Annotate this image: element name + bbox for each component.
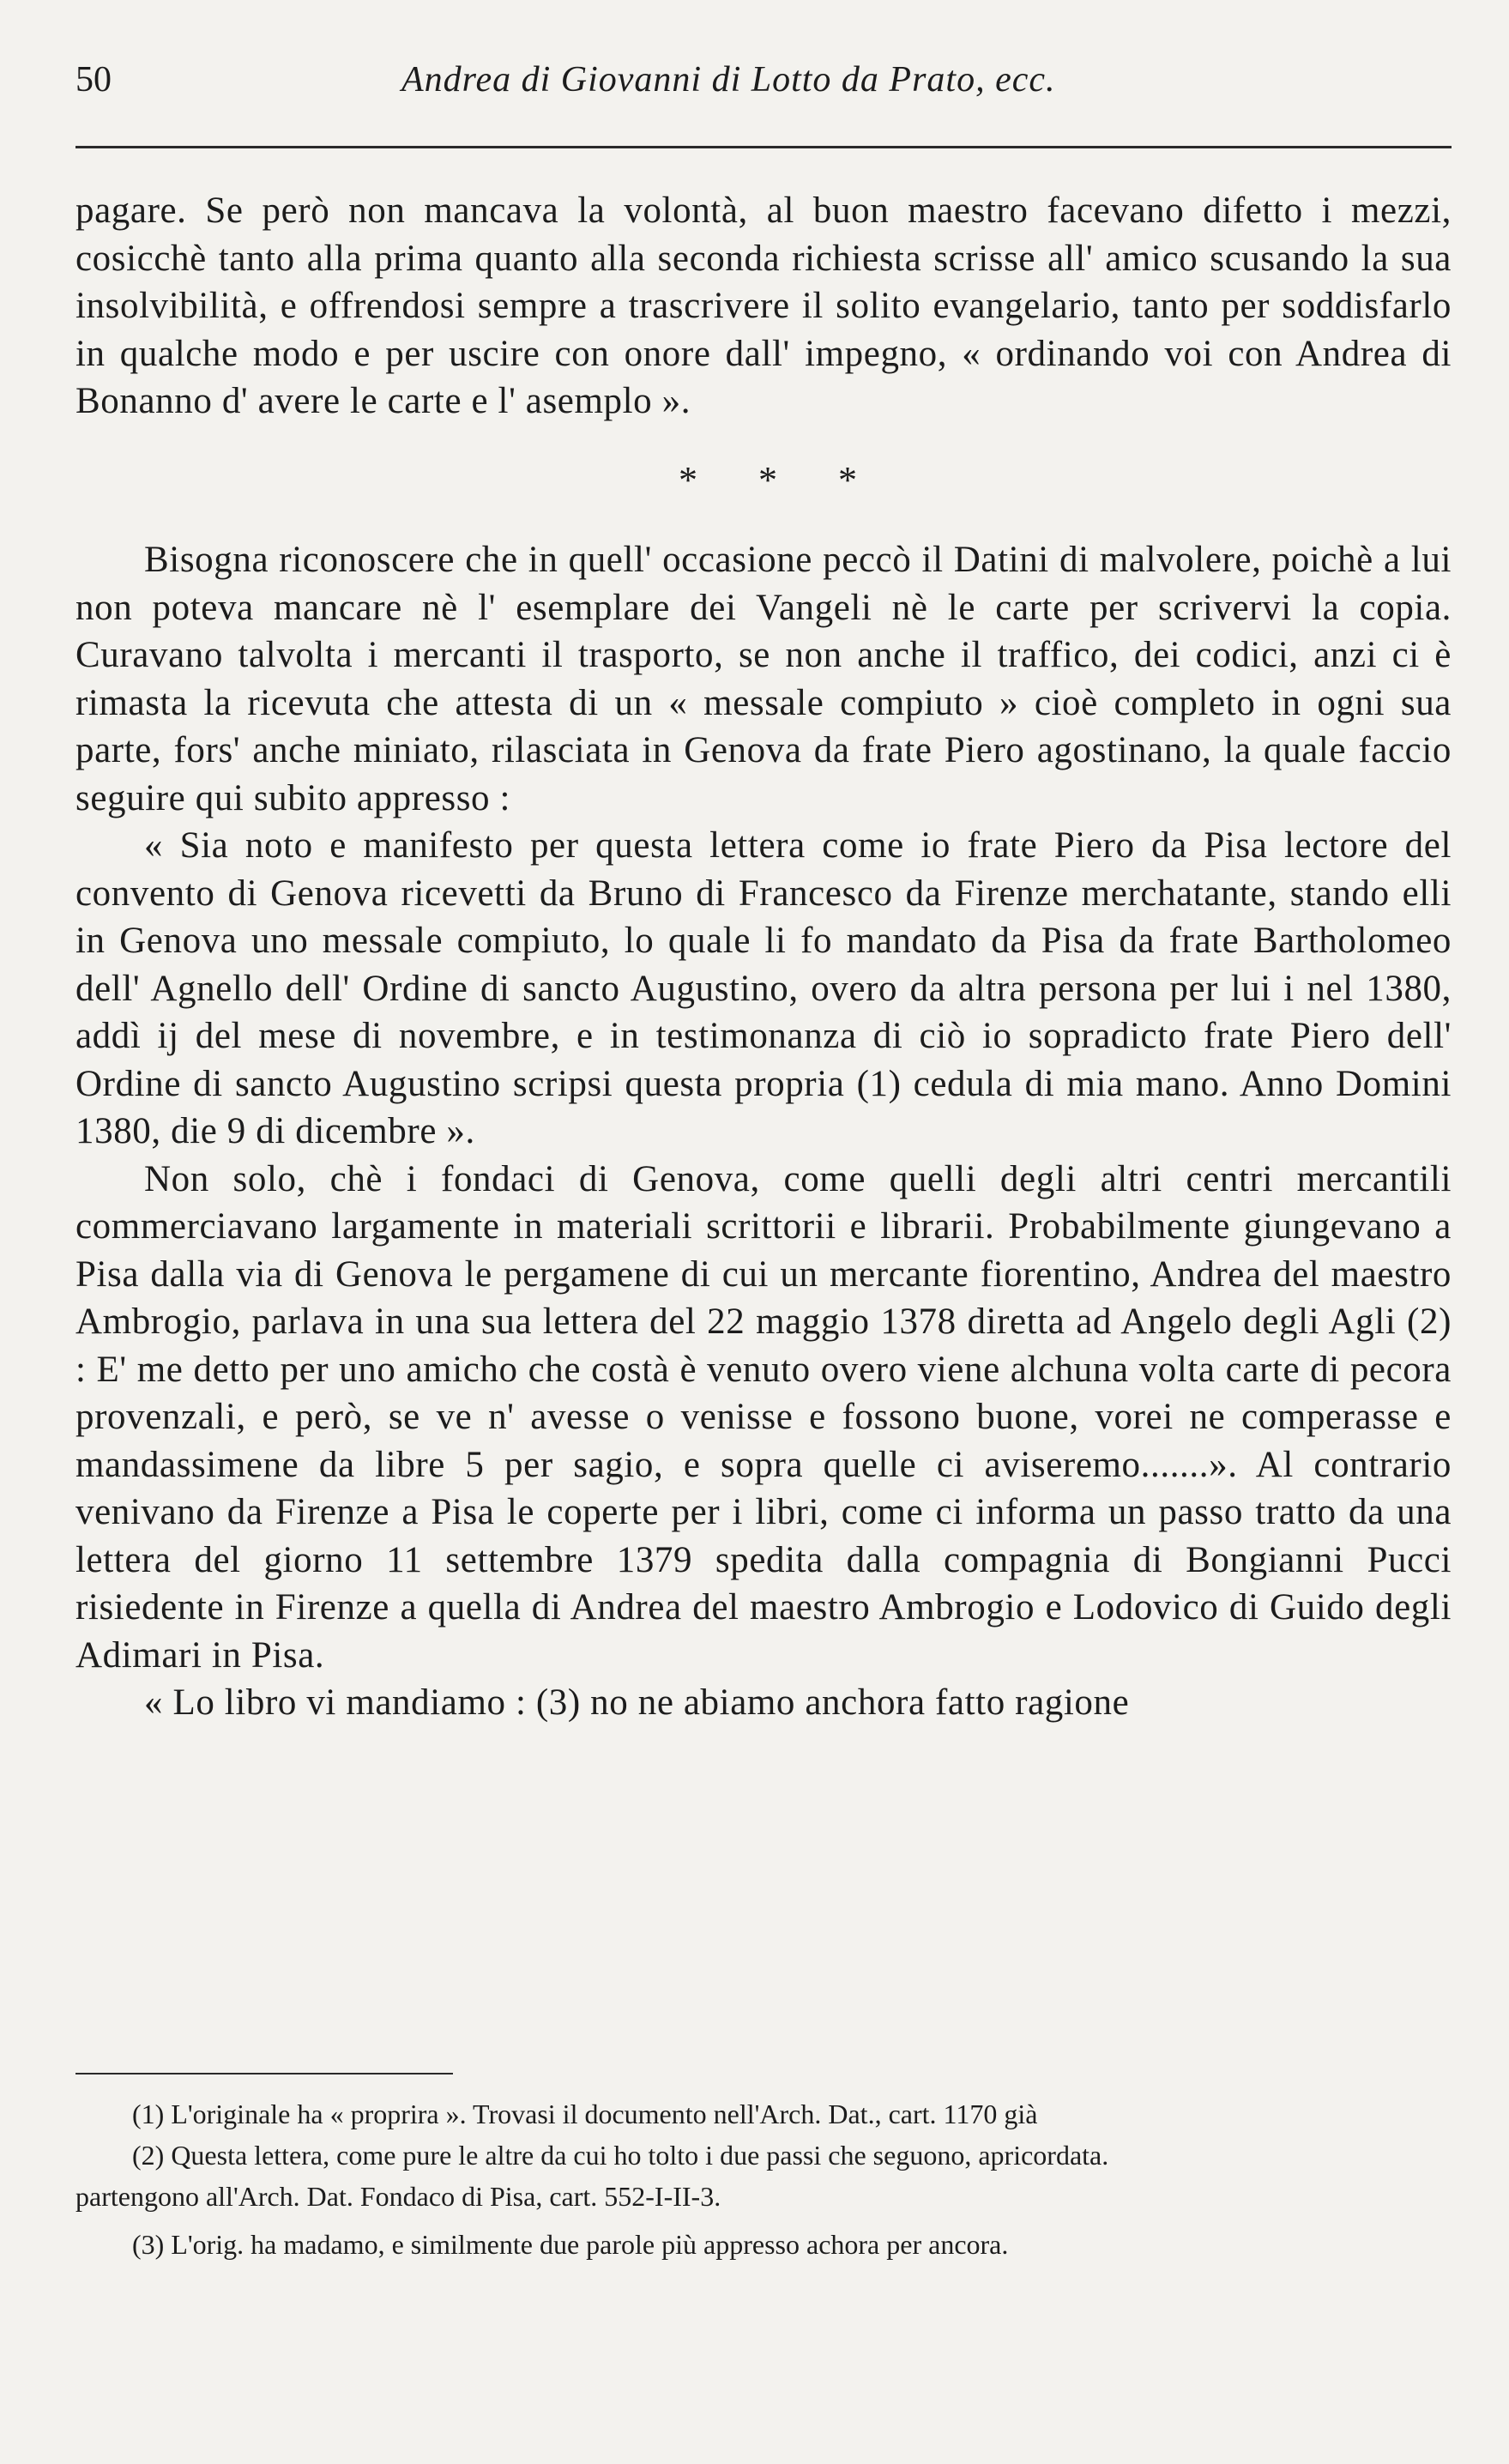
footnote-rule: [75, 2073, 453, 2074]
footnote-1: (1) L'originale ha « proprira ». Trovasi il documento nell'Arch. Dat., cart. 1170 già: [132, 2099, 1038, 2129]
header-rule: [75, 146, 1452, 148]
quoted-document: « Sia noto e manifesto per questa lettera come io frate Piero da Pisa lectore del convento di Genova ricevetti da Bruno di Francesco da Firenze merchatante, stando elli in Genova uno messale compiuto, lo quale li fo mandato da Pisa da frate Bartholomeo dell' Agnello dell' Ordine di sancto Augustino, overo da altra persona per lui i nel 1380, addì ij del mese di novembre, e in testimonanza di ciò io sopradicto frate Piero dell' Ordine di sancto Augustino scripsi questa propria (1) cedula di mia mano. Anno Domini 1380, die 9 di dicembre ».: [75, 825, 1452, 1151]
footnote-3: (3) L'orig. ha madamo, e similmente due parole più appresso achora per ancora.: [132, 2229, 1009, 2260]
paragraph: pagare. Se però non mancava la volontà, al buon maestro facevano difetto i mezzi, cosicchè tanto alla prima quanto alla seconda richiesta scrisse all' amico scusando la sua insolvibilità, e offrendosi sempre a trascrivere il solito evangelario, tanto per soddisfarlo in qualche modo e per uscire con onore dall' impegno, « ordinando voi con Andrea di Bonanno d' avere le carte e l' asemplo ».: [75, 190, 1452, 421]
body-text: [75, 187, 1452, 1727]
paragraph: Non solo, chè i fondaci di Genova, come quelli degli altri centri mercantili commerciavano largamente in materiali scrittorii e librarii. Probabilmente giungevano a Pisa dalla via di Genova le pergamene di cui un mercante fiorentino, Andrea del maestro Ambrogio, parlava in una sua lettera del 22 maggio 1378 diretta ad Angelo degli Agli (2) : E' me detto per uno amicho che costà è venuto overo viene alchuna volta carte di pecora provenzali, e però, se ve n' avesse o venisse e fossono buone, vorei ne comperasse e mandassimene da libre 5 per sagio, e sopra quelle ci aviseremo.......». Al contrario venivano da Firenze a Pisa le coperte per i libri, come ci informa un passo tratto da una lettera del giorno 11 settembre 1379 spedita dalla compagnia di Bongianni Pucci risiedente in Firenze a quella di Andrea del maestro Ambrogio e Lodovico di Guido degli Adimari in Pisa.: [75, 1158, 1452, 1676]
footnote-2: (2) Questa lettera, come pure le altre da cui ho tolto i due passi che seguono, apricordata.: [132, 2140, 1109, 2171]
paragraph: « Lo libro vi mandiamo : (3) no ne abiamo anchora fatto ragione: [144, 1682, 1130, 1723]
paragraph: Bisogna riconoscere che in quell' occasione peccò il Datini di malvolere, poichè a lui non poteva mancare nè l' esemplare dei Vangeli nè le carte per scrivervi la copia. Curavano talvolta i mercanti il trasporto, se non anche il traffico, dei codici, anzi ci è rimasta la ricevuta che attesta di un « messale compiuto » cioè completo in ogni sua parte, fors' anche miniato, rilasciata in Genova da frate Piero agostinano, la quale faccio seguire qui subito appresso :: [75, 540, 1452, 818]
page-number: 50: [75, 60, 112, 100]
section-separator: * * *: [679, 458, 883, 501]
footnotes: [75, 2093, 1452, 2265]
page-header: [75, 50, 1448, 110]
footnote-2-continued: partengono all'Arch. Dat. Fondaco di Pisa, cart. 552-I-II-3.: [75, 2181, 721, 2212]
running-head: Andrea di Giovanni di Lotto da Prato, ecc.: [401, 60, 1056, 100]
